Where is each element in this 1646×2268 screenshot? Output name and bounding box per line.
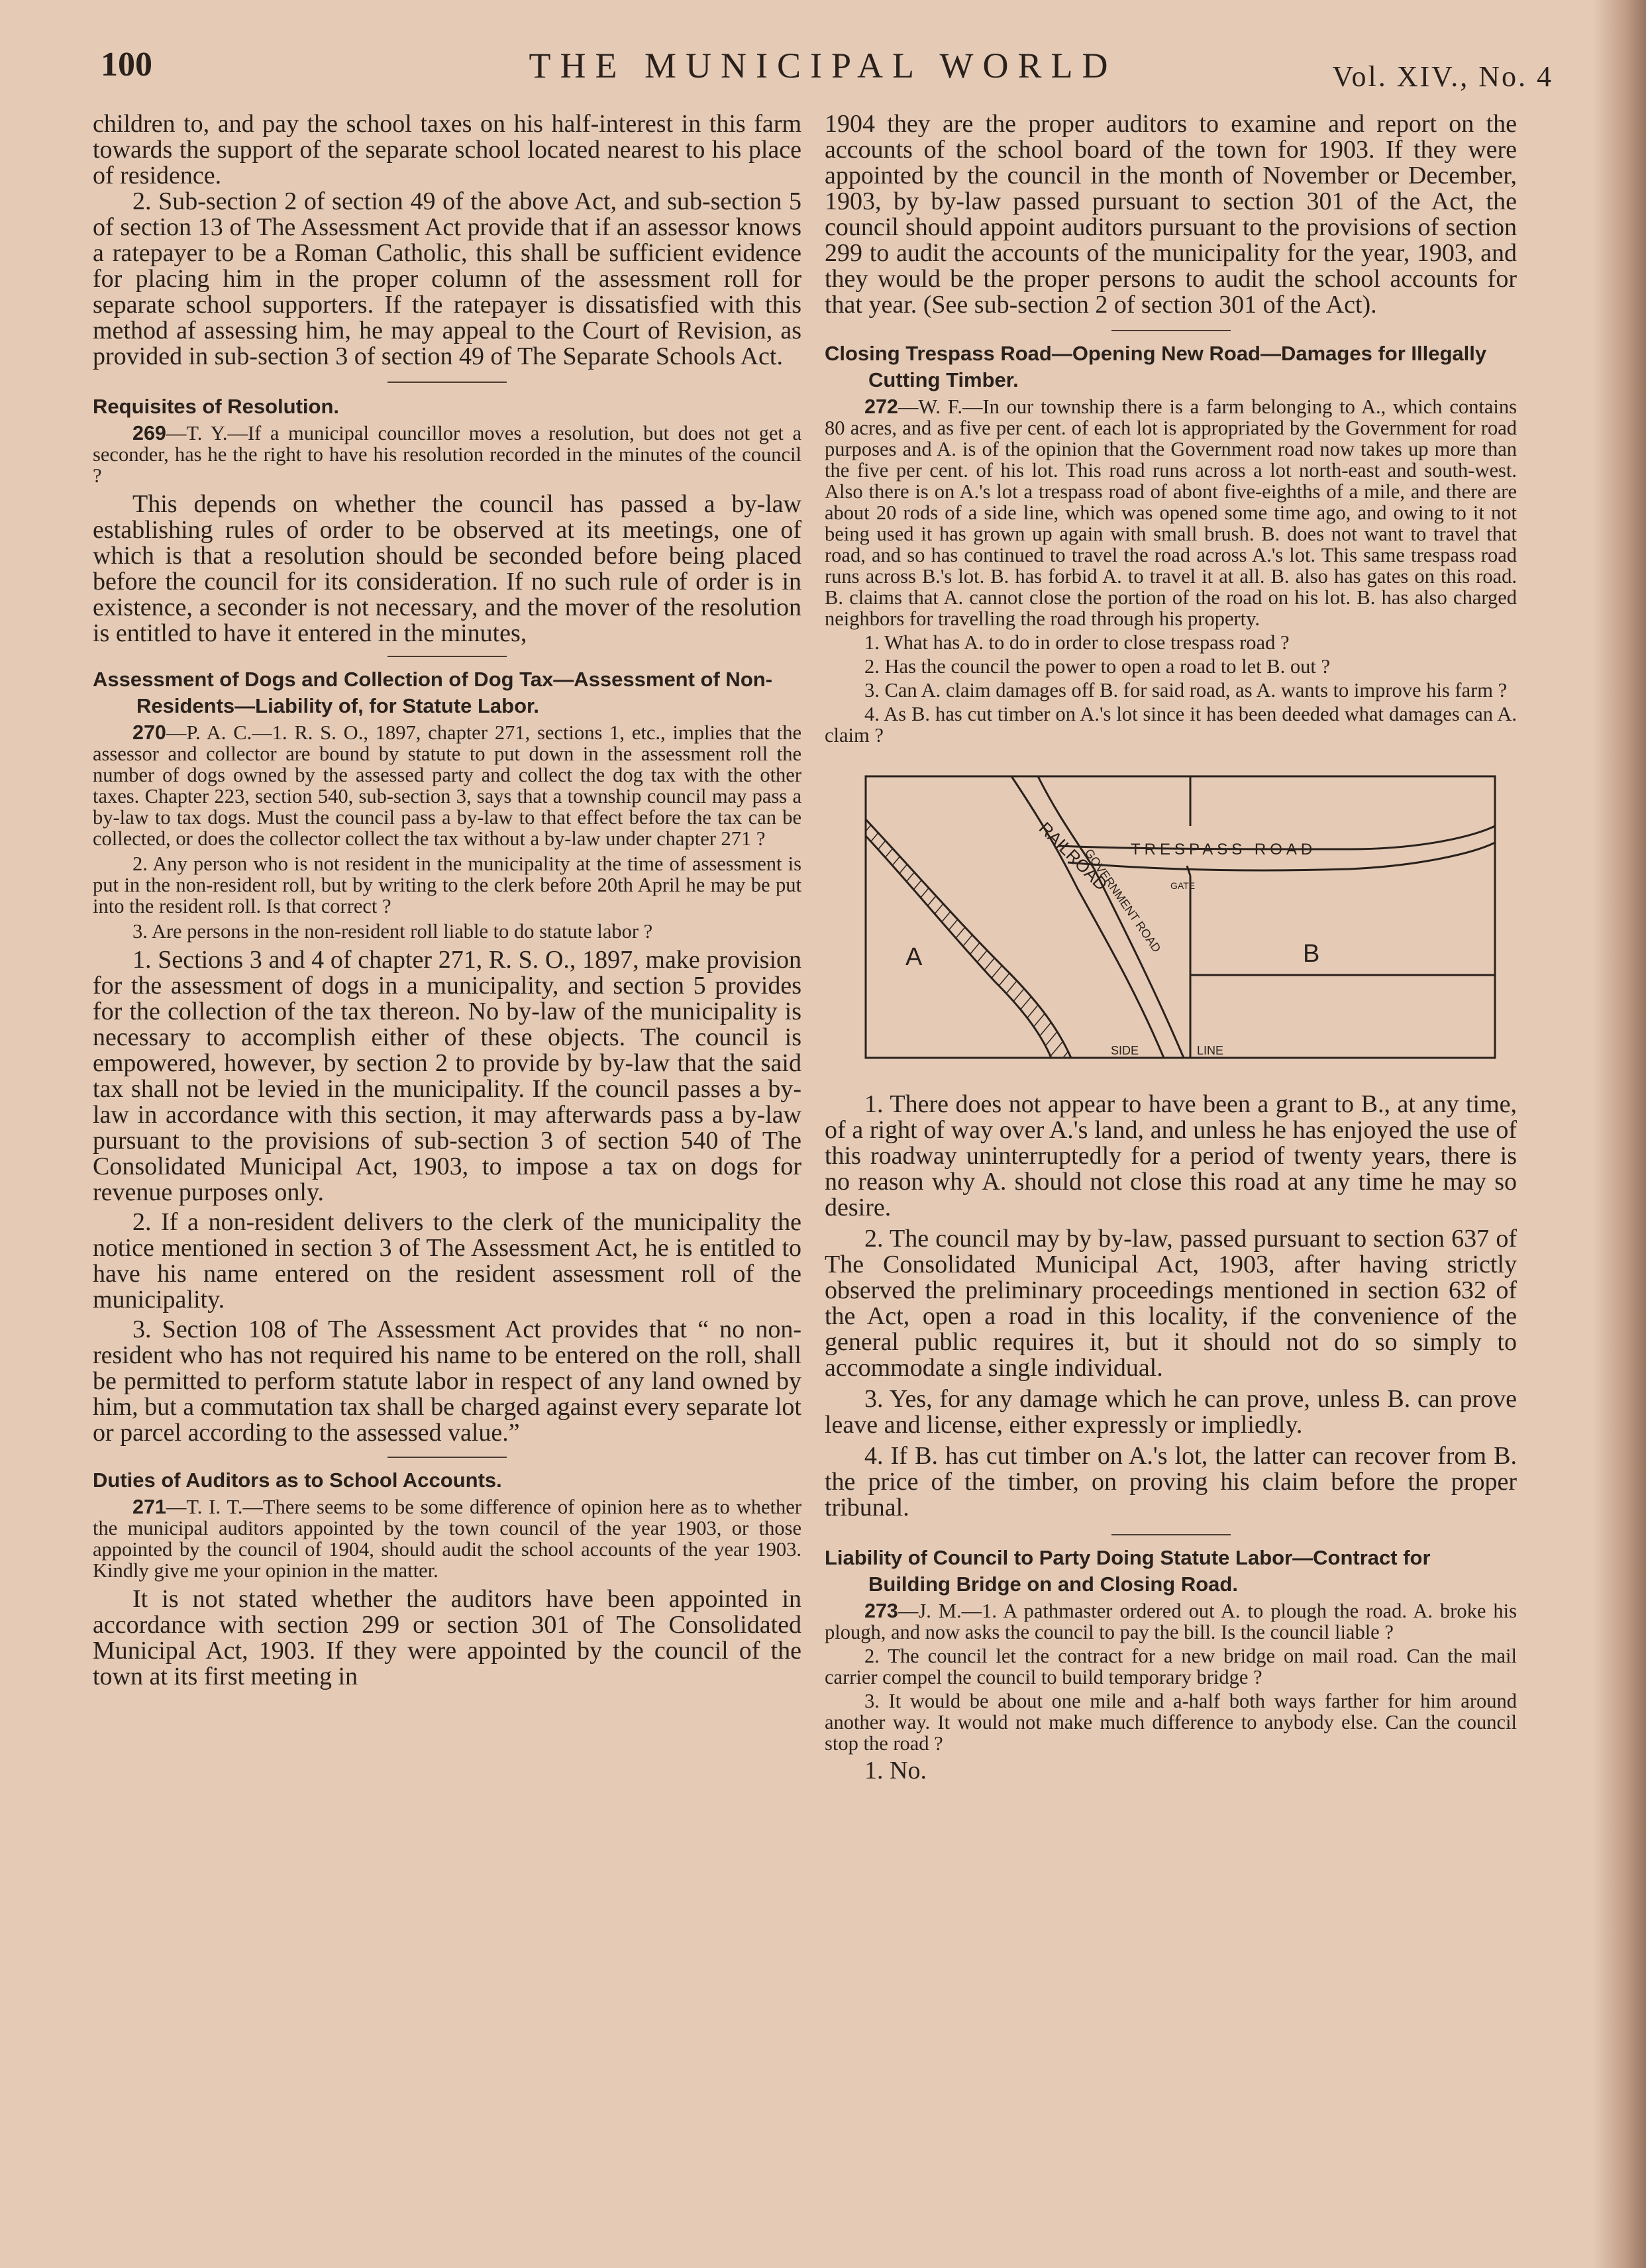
q269-number: 269	[132, 422, 166, 444]
right-column	[825, 111, 1517, 1784]
q270-question-1	[93, 722, 801, 849]
q273-heading: Liability of Council to Party Doing Statute Labor—Contract for Building Bridge on and Closing Road.	[825, 1546, 1431, 1596]
page-number: 100	[101, 46, 152, 83]
railroad-label: RAILROAD	[1035, 818, 1111, 895]
q271-question-text: —T. I. T.—There seems to be some difference of opinion here as to whether the municipal auditors appointed by the town council of the year 1903, or those appointed by the council of 1904, should audit the school accounts of the year 1903. Kindly give me your opinion in the matter.	[93, 1496, 801, 1582]
q272-sub-question-1: 1. What has A. to do in order to close trespass road ?	[864, 631, 1290, 654]
q270-question-3: 3. Are persons in the non-resident roll liable to do statute labor ?	[132, 920, 653, 943]
q273-answer-1: 1. No.	[864, 1757, 927, 1784]
page-header	[0, 40, 1646, 113]
q273-question-1-text: —J. M.—1. A pathmaster ordered out A. to plough the road. A. broke his plough, and now asks the council to pay the bill. Is the council liable ?	[825, 1600, 1517, 1643]
section-divider	[387, 382, 507, 383]
q273-question-1	[825, 1600, 1517, 1643]
q273-question-3: 3. It would be about one mile and a-half both ways farther for him around another way. It would not make much difference to anybody else. Can the council stop the road ?	[825, 1690, 1517, 1755]
q273-number: 273	[864, 1600, 898, 1622]
section-divider	[1111, 330, 1231, 331]
q272-question	[825, 396, 1517, 629]
gate-post	[1187, 866, 1190, 876]
q273-question-2: 2. The council let the contract for a new bridge on mail road. Can the mail carrier compel the council to build temporary bridge ?	[825, 1645, 1517, 1688]
section-divider	[387, 1457, 507, 1458]
q272-sub-question-2: 2. Has the council the power to open a road to let B. out ?	[864, 655, 1331, 678]
q269-answer: This depends on whether the council has passed a by-law establishing rules of order to be observed at its meetings, one of which is that a resolution should be seconded before being placed before the council for its consideration. If no such rule of order is in existence, a seconder is not necessary, and the mover of the resolution is entitled to have it entered in the minutes,	[93, 490, 801, 647]
property-map-drawing	[839, 763, 1508, 1074]
map-border	[866, 776, 1495, 1058]
q272-sub-question-4: 4. As B. has cut timber on A.'s lot since it has been deeded what damages can A. claim ?	[825, 703, 1517, 747]
q270-answer-3: 3. Section 108 of The Assessment Act provides that “ no non-resident who has not required his name to be entered on the roll, shall be permitted to perform statute labor in respect of any land owned by him, but a commutation tax shall be charged against every separate lot or parcel according to the assessed value.”	[93, 1315, 801, 1447]
gate-label: GATE	[1170, 880, 1196, 891]
lot-b-label: B	[1303, 940, 1320, 968]
intro-paragraph-1: children to, and pay the school taxes on his half-interest in this farm towards the support of the separate school located nearest to his place of residence.	[93, 110, 801, 189]
q272-sub-question-3: 3. Can A. claim damages off B. for said road, as A. wants to improve his farm ?	[864, 679, 1508, 701]
q270-question-1-text: —P. A. C.—1. R. S. O., 1897, chapter 271, sections 1, etc., implies that the assessor and collector are bound by statute to put down in the assessment roll the number of dogs owned by the assessed party and collect the dog tax with the other taxes. Chapter 223, section 540, sub-section 3, says that a township council may pass a by-law to tax dogs. Must the council pass a by-law to that effect before the tax can be collected, or does the collector collect the tax without a by-law under chapter 271 ?	[93, 721, 801, 850]
railroad-track	[866, 819, 1071, 1058]
q269-question-text: —T. Y.—If a municipal councillor moves a resolution, but does not get a seconder, has he the right to have his resolution recorded in the minutes of the council ?	[93, 422, 801, 487]
q272-answer-1: 1. There does not appear to have been a grant to B., at any time, of a right of way over A.'s land, and unless he has enjoyed the use of this roadway uninterruptedly for a period of twenty years, there is no reason why A. should not close this road at any time he may so desire.	[825, 1090, 1517, 1221]
q269-heading: Requisites of Resolution.	[93, 395, 340, 418]
q271-question	[93, 1496, 801, 1581]
q272-heading: Closing Trespass Road—Opening New Road—Damages for Illegally Cutting Timber.	[825, 342, 1487, 391]
q269-question	[93, 423, 801, 486]
q271-heading: Duties of Auditors as to School Accounts.	[93, 1469, 502, 1492]
q270-answer-2: 2. If a non-resident delivers to the clerk of the municipality the notice mentioned in section 3 of The Assessment Act, he is entitled to have his name entered on the resident assessment roll of the municipality.	[93, 1208, 801, 1314]
section-divider	[1111, 1534, 1231, 1535]
side-line-label-line: LINE	[1197, 1044, 1224, 1057]
masthead-title: THE MUNICIPAL WORLD	[529, 46, 1117, 85]
q270-number: 270	[132, 721, 166, 744]
trespass-road-label: TRESPASS ROAD	[1131, 841, 1317, 858]
left-column	[93, 111, 801, 1690]
government-road-label: GOVERNMENT ROAD	[1082, 846, 1164, 955]
q272-question-text: —W. F.—In our township there is a farm belonging to A., which contains 80 acres, and as five per cent. of each lot is appropriated by the Government for road purposes and A. is of the opinion that the Government road now takes up more than the five per cent. of his lot. This road runs across a lot north-east and south-west. Also there is on A.'s lot a trespass road of abont five-eighths of a mile, and there are about 20 rods of a side line, which was opened some time ago, and owing to it not being used it has grown up again with small brush. B. does not want to travel that road, and so has continued to travel the road across A.'s lot. This same trespass road runs across B.'s lot. B. has forbid A. to travel it at all. B. also has gates on this road. B. claims that A. cannot close the portion of the road on his lot. B. has also charged neighbors for travelling the road through his property.	[825, 395, 1517, 630]
property-map	[839, 763, 1508, 1074]
intro-paragraph-2: 2. Sub-section 2 of section 49 of the above Act, and sub-section 5 of section 13 of The Assessment Act provide that if an assessor knows a ratepayer to be a Roman Catholic, this shall be sufficient evidence for placing him in the proper column of the assessment roll for separate school supporters. If the ratepayer is dissatisfied with this method af assessing him, he may appeal to the Court of Revision, as provided in sub-section 3 of section 49 of The Separate Schools Act.	[93, 187, 801, 370]
lot-a-label: A	[905, 943, 923, 971]
q270-question-2: 2. Any person who is not resident in the municipality at the time of assessment is put in the non-resident roll, but by writing to the clerk before 20th April he may be put into the resident roll. Is that correct ?	[93, 852, 801, 917]
q272-answer-3: 3. Yes, for any damage which he can prove, unless B. can prove leave and license, either expressly or impliedly.	[825, 1385, 1517, 1439]
q271-number: 271	[132, 1496, 166, 1518]
q270-heading: Assessment of Dogs and Collection of Dog Tax—Assessment of Non-Residents—Liability of, for Statute Labor.	[93, 668, 773, 717]
q272-answer-4: 4. If B. has cut timber on A.'s lot, the latter can recover from B. the price of the timber, on proving his claim before the proper tribunal.	[825, 1442, 1517, 1521]
q272-answer-2: 2. The council may by by-law, passed pursuant to section 637 of The Consolidated Municipal Act, 1903, after having strictly observed the preliminary proceedings mentioned in section 632 of the Act, open a road in this locality, if the convenience of the general public requires it, but it should not do so simply to accommodate a single individual.	[825, 1225, 1517, 1382]
q271-answer-continued: 1904 they are the proper auditors to examine and report on the accounts of the school board of the town for 1903. If they were appointed by the council in the month of November or December, 1903, by by-law passed pursuant to section 301 of the Act, the council should appoint auditors pursuant to the provisions of section 299 to audit the accounts of the municipality for the year, 1903, and they would be the proper persons to audit the school accounts for that year. (See sub-section 2 of section 301 of the Act).	[825, 110, 1517, 319]
q270-answer-1: 1. Sections 3 and 4 of chapter 271, R. S. O., 1897, make provision for the assessment of dogs in a municipality, and section 5 provides for the collection of the tax thereon. No by-law of the municipality is necessary to accomplish either of these objects. The council is empowered, however, by section 2 to provide by by-law that the said tax shall not be levied in the municipality. If the council passes a by-law in accordance with this section, it may afterwards pass a by-law pursuant to the provisions of sub-section 3 of section 540 of The Consolidated Municipal Act, 1903, to impose a tax on dogs for revenue purposes only.	[93, 946, 801, 1206]
q271-answer-start: It is not stated whether the auditors have been appointed in accordance with section 299 or section 301 of The Consolidated Municipal Act, 1903. If they were appointed by the council of the town at its first meeting in	[93, 1585, 801, 1690]
page-edge-shadow	[1593, 0, 1646, 2268]
q272-number: 272	[864, 395, 898, 418]
government-road-edge-east	[1038, 776, 1184, 1058]
volume-number: Vol. XIV., No. 4	[1332, 60, 1553, 93]
side-line-label-side: SIDE	[1111, 1044, 1139, 1057]
section-divider	[387, 656, 507, 657]
